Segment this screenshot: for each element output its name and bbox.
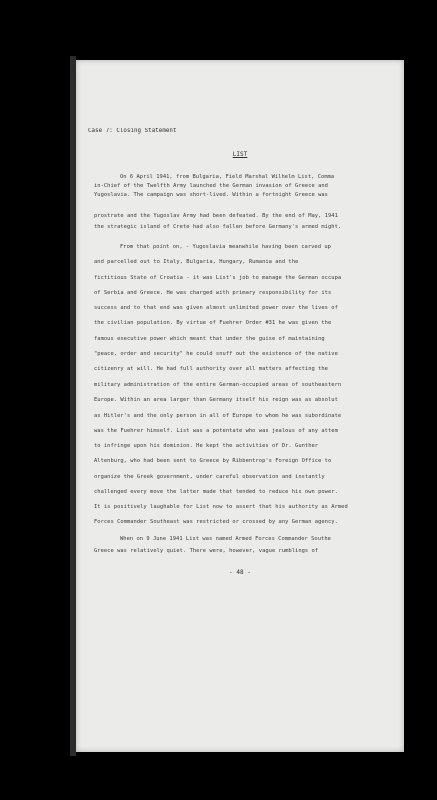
body-line: the strategic island of Crete had also fallen before Germany's armed might. [94,224,342,230]
page-number: - 48 - [229,569,251,576]
body-line: From that point on, - Yugoslavia meanwhile having been carved up [120,244,331,250]
body-line: It is positively laughable for List now to assert that his authority as Armed [94,504,348,510]
body-line: in-Chief of the Twelfth Army launched the German invasion of Greece and [94,183,328,189]
body-line: to infringe upon his dominion. He kept the activities of Dr. Gunther [94,443,319,449]
body-line: success and to that end was given almost unlimited power over the lives of [94,305,338,311]
body-line: military administration of the entire German-occupied areas of southeastern [94,382,342,388]
body-line: Europe. Within an area larger than Germany itself his reign was as absolut [94,397,338,403]
body-line: famous executive power which meant that under the guise of maintaining [94,336,325,342]
body-line: Altenburg, who had been sent to Greece by Ribbentrop's Foreign Office to [94,458,332,464]
body-line: Forces Commander Southeast was restricted or crossed by any German agency. [94,519,338,525]
body-line: challenged every move the latter made that tended to reduce his own power. [94,489,338,495]
body-line: as Hitler's and the only person in all of Europe to whom he was subordinate [94,413,342,419]
body-line: On 6 April 1941, from Bulgaria, Field Marshal Wilhelm List, Comma [120,174,335,180]
body-line: When on 9 June 1941 List was named Armed Forces Commander Southe [120,536,331,542]
body-line: prostrate and the Yugoslav Army had been defeated. By the end of May, 1941 [94,213,338,219]
body-line: was the Fuehrer himself. List was a potentate who was jealous of any attem [94,428,338,434]
body-line: fictitious State of Croatia - it was List's job to manage the German occupa [94,275,342,281]
document-header: Case 7: Closing Statement [88,128,177,134]
body-line: of Serbia and Greece. He was charged with primary responsibility for its [94,290,332,296]
body-line: citizenry at will. He had full authority over all matters affecting the [94,366,328,372]
body-line: and parcelled out to Italy, Bulgaria, Hungary, Rumania and the [94,259,299,265]
body-line: Greece was relatively quiet. There were, however, vague rumblings of [94,548,319,554]
body-line: Yugoslavia. The campaign was short-lived. Within a fortnight Greece was [94,192,328,198]
document-title: LIST [232,151,248,158]
body-line: "peace, order and security" he could snuff out the existence of the native [94,351,338,357]
body-line: organize the Greek government, under careful observation and instantly [94,474,325,480]
document-page [76,60,404,752]
body-line: the civilian population. By virtue of Fuehrer Order #31 he was given the [94,320,332,326]
